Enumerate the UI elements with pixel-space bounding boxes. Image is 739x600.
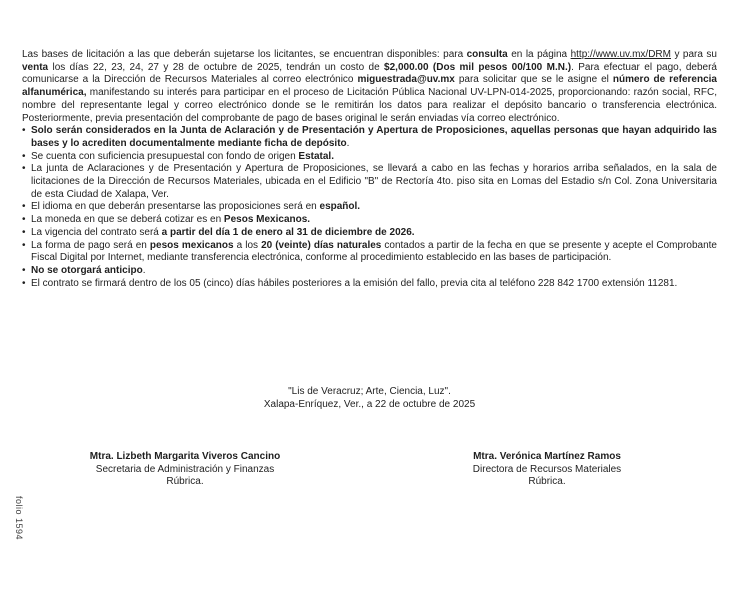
text-segment: contados a partir de la fecha en que se presente y acepte el Comprobante Fiscal Digital por Internet, mediante transferencia electrónica, conforme al procedimiento establecido en las bases de participación. [31,239,717,264]
text-segment: . Para efectuar el pago, deberá comunicarse a la Dirección de Recursos Materiales al correo electrónico [22,61,717,86]
text-segment: en la página [507,49,571,60]
intro-paragraph [22,49,717,125]
text-segment: venta [22,61,49,73]
text-segment: miguestrada@uv.mx [357,74,455,86]
signatory-title: Directora de Recursos Materiales [472,463,622,475]
bullet-item [22,227,717,240]
folio-stamp: folio 1594 [14,496,24,541]
bullet-text [31,125,717,149]
text-segment: La junta de Aclaraciones y de Presentación y Apertura de Proposiciones, se llevará a cabo en las fechas y horarios arriba señalados, en la sala de licitaciones de la Dirección de Recursos Materiales, ubicada en el Edificio "B" de Rectoría 4to. piso sita en Lomas del Estadio s/n Col. Zona Universitaria de esta Ciudad de Xalapa, Ver. [31,163,717,200]
signature-block-right [397,451,697,489]
bullet-item [22,265,717,278]
bullet-text [31,151,334,162]
bullet-text [31,265,145,276]
signature-row [0,451,739,511]
bullet-icon: • [22,201,26,213]
text-segment: No se otorgará anticipo [31,264,143,276]
bullet-icon: • [22,277,26,289]
date-line: Xalapa-Enríquez, Ver., a 22 de octubre de 2025 [263,398,476,410]
bullet-text [31,201,360,212]
text-segment: Se cuenta con suficiencia presupuestal con fondo de origen [31,150,299,162]
bullet-list [22,125,717,290]
text-segment: español. [319,201,361,213]
text-segment: a los [233,239,262,251]
text-segment: Pesos Mexicanos. [223,214,311,226]
text-segment: La forma de pago será en [31,239,150,251]
text-segment: los días 22, 23, 24, 27 y 28 de octubre de 2025, tendrán un costo de [48,61,385,73]
text-segment: . [142,264,146,276]
signatory-title: Secretaria de Administración y Finanzas [95,463,275,475]
text-segment: 20 (veinte) días naturales [261,239,382,251]
bullet-text [31,278,677,289]
bullet-icon: • [22,150,26,162]
text-segment: La vigencia del contrato será [31,226,162,238]
bullet-icon: • [22,239,26,251]
url-link[interactable]: http://www.uv.mx/DRM [570,49,671,60]
bullet-text [31,240,717,264]
bullet-item [22,214,717,227]
bullet-item [22,125,717,150]
text-segment: Solo serán considerados en la Junta de Aclaración y de Presentación y Apertura de Proposiciones, aquellas personas que hayan adquirido las bases y lo acrediten documentalmente mediante ficha de depósito [31,125,717,149]
text-segment: Las bases de licitación a las que deberán sujetarse los licitantes, se encuentran disponibles: para [22,49,467,60]
signature-block-left [35,451,335,489]
bullet-text [31,163,717,199]
text-segment: consulta [466,49,508,60]
bullet-icon: • [22,214,26,226]
signatory-name: Mtra. Verónica Martínez Ramos [473,451,621,462]
bullet-item [22,151,717,164]
bullet-item [22,278,717,291]
text-segment: para solicitar que se le asigne el [454,74,613,86]
closing-block [0,386,739,411]
bullet-icon: • [22,264,26,276]
text-segment: $2,000.00 (Dos mil pesos 00/100 M.N.) [384,61,572,73]
text-segment: . [346,137,350,149]
text-segment: pesos mexicanos [149,239,234,251]
signatory-note: Rúbrica. [166,476,204,487]
bullet-text [31,214,310,225]
text-segment: número de referencia alfanumérica, [22,74,717,99]
text-segment: a partir del día 1 de enero al 31 de diciembre de 2026. [161,226,415,238]
bullet-icon: • [22,125,26,137]
bullet-icon: • [22,163,26,175]
text-segment: Estatal. [298,150,334,162]
text-segment: y para su [670,49,717,60]
text-segment: La moneda en que se deberá cotizar es en [31,214,224,226]
bullet-icon: • [22,226,26,238]
motto-line: "Lis de Veracruz; Arte, Ciencia, Luz". [288,386,451,397]
signatory-note: Rúbrica. [528,476,566,487]
bullet-item [22,201,717,214]
text-segment: manifestando su interés para participar en el proceso de Licitación Pública Nacional UV-LPN-014-2025, proporcionando: razón social, RFC, nombre del representante legal y correo electrónico donde se le remitirán los datos para realizar el depósito bancario o transferencia electrónica. Posteriormente, previa presentación del comprobante de pago de bases original le serán enviadas vía correo electrónico. [22,87,717,124]
signatory-name: Mtra. Lizbeth Margarita Viveros Cancino [89,451,281,462]
bullet-text [31,227,415,238]
bullet-item [22,163,717,201]
text-segment: El idioma en que deberán presentarse las proposiciones será en [31,201,320,213]
body-text [22,49,717,290]
bullet-item [22,240,717,265]
text-segment: El contrato se firmará dentro de los 05 (cinco) días hábiles posteriores a la emisión del fallo, previa cita al teléfono 228 842 1700 extensión 11281. [31,277,678,289]
